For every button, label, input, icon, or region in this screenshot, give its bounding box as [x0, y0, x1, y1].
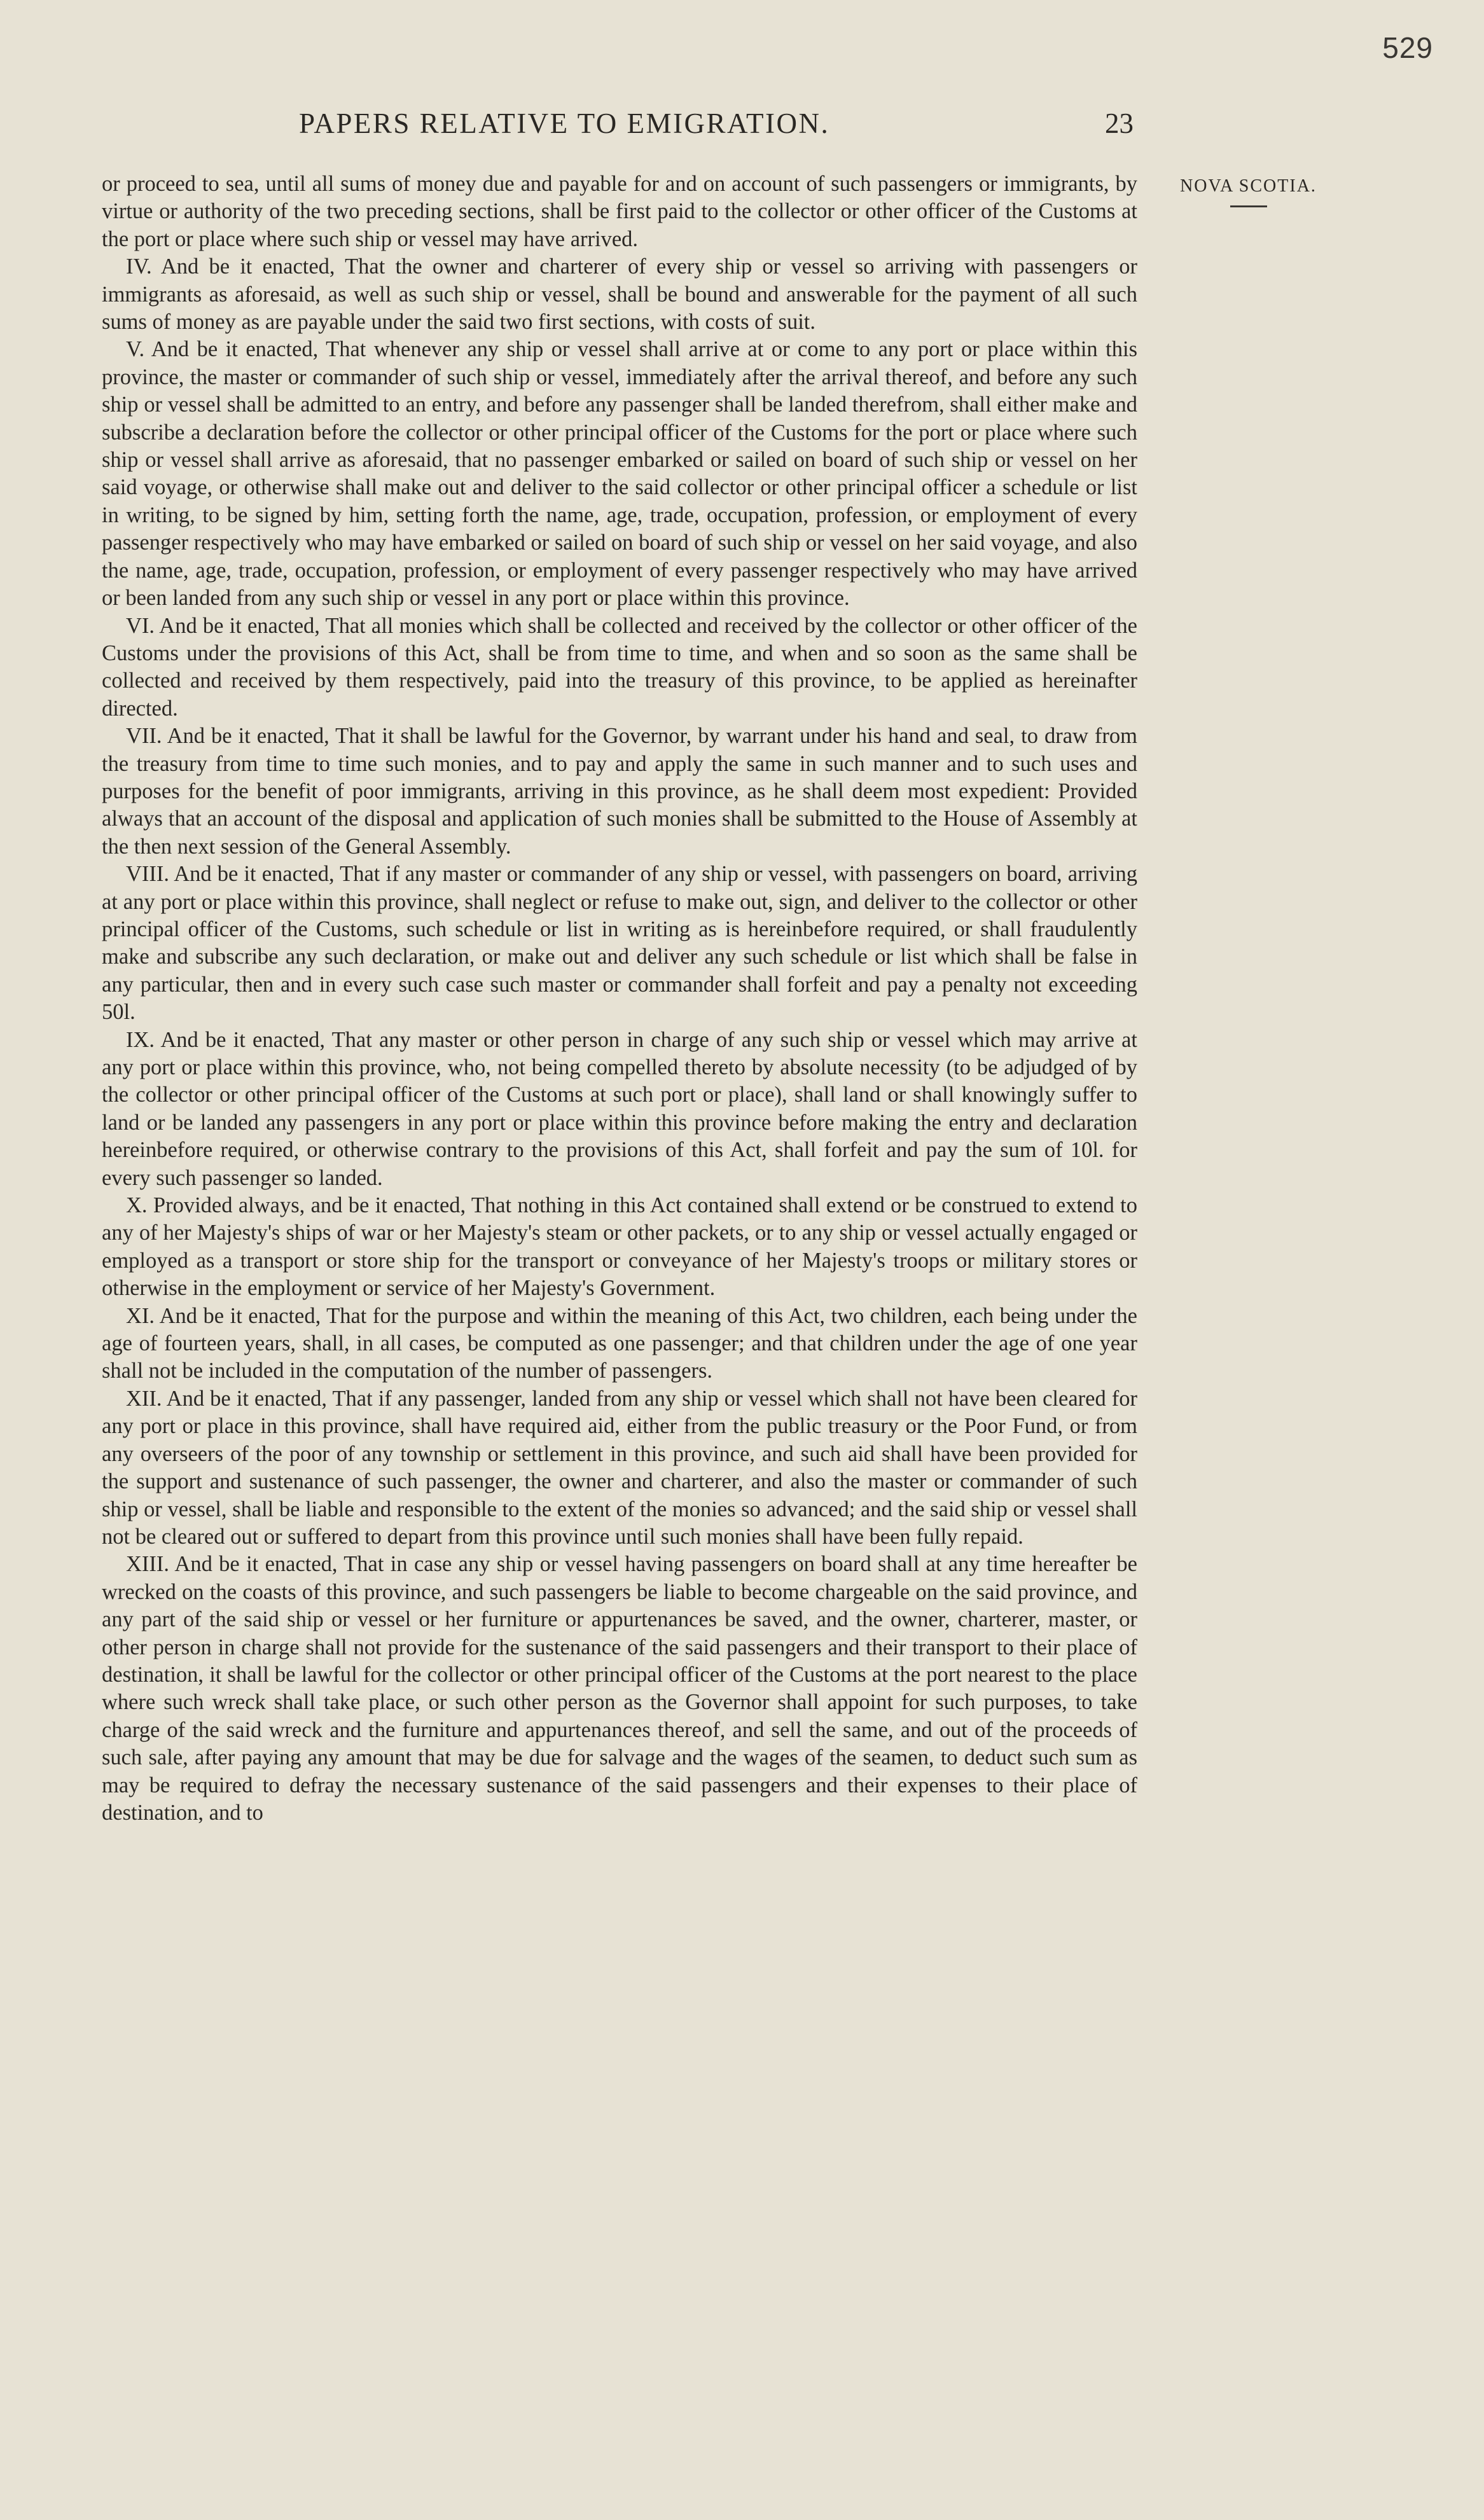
section-xi: XI. And be it enacted, That for the purpose and within the meaning of this Act, two children, each being under the age of fourteen years, shall, in all cases, be computed as one passenger; and that children under the age of one year shall not be included in the computation of the number of passengers.	[102, 1303, 1137, 1383]
archive-page-number: 529	[1382, 31, 1433, 64]
section-x: X. Provided always, and be it enacted, That nothing in this Act contained shall extend or be construed to extend to any of her Majesty's ships of war or her Majesty's steam or other packets, or to any ship or vessel actually engaged or employed as a transport or store ship for the transport or conveyance of her Majesty's troops or military stores or otherwise in the employment or service of her Majesty's Government.	[102, 1193, 1137, 1301]
paragraph-continuation: or proceed to sea, until all sums of money due and payable for and on account of such passengers or immigrants, by virtue or authority of the two preceding sections, shall be first paid to the collector or other officer of the Customs at the port or place where such ship or vessel may have arrived.	[102, 172, 1137, 251]
section-ix: IX. And be it enacted, That any master or other person in charge of any such ship or vessel which may arrive at any port or place within this province, who, not being compelled thereto by absolute necessity (to be adjudged of by the collector or other principal officer of the Customs at such port or place), shall land or shall knowingly suffer to land or be landed any passengers in any port or place within this province before making the entry and declaration hereinbefore required, or otherwise contrary to the provisions of this Act, shall forfeit and pay the sum of 10l. for every such passenger so landed.	[102, 1027, 1137, 1190]
margin-note-rule	[1230, 205, 1267, 207]
margin-note	[1158, 176, 1339, 207]
section-viii: VIII. And be it enacted, That if any master or commander of any ship or vessel, with passengers on board, arriving at any port or place within this province, shall neglect or refuse to make out, sign, and deliver to the collector or other principal officer of the Customs, such schedule or list in writing as is hereinbefore required, or shall fraudulently make and subscribe any such declaration, or make out and deliver any such schedule or list which shall be false in any particular, then and in every such case such master or commander shall forfeit and pay a penalty not exceeding 50l.	[102, 862, 1137, 1025]
section-vi: VI. And be it enacted, That all monies which shall be collected and received by the collector or other officer of the Customs under the provisions of this Act, shall be from time to time, and when and so soon as the same shall be collected and received by them respectively, paid into the treasury of this province, to be applied as hereinafter directed.	[102, 613, 1137, 721]
section-vii: VII. And be it enacted, That it shall be lawful for the Governor, by warrant under his hand and seal, to draw from the treasury from time to time such monies, and to pay and apply the same in such manner and to such uses and purposes for the benefit of poor immigrants, arriving in this province, as he shall deem most expedient: Provided always that an account of the disposal and application of such monies shall be submitted to the House of Assembly at the then next session of the General Assembly.	[102, 724, 1137, 859]
document-body	[102, 170, 1137, 1827]
section-xiii: XIII. And be it enacted, That in case any ship or vessel having passengers on board shall at any time hereafter be wrecked on the coasts of this province, and such passengers be liable to become chargeable on the said province, and any part of the said ship or vessel or her furniture or appurtenances be saved, and the owner, charterer, master, or other person in charge shall not provide for the sustenance of the said passengers and their transport to their place of destination, it shall be lawful for the collector or other principal officer of the Customs at the port nearest to the place where such wreck shall take place, or such other person as the Governor shall appoint for such purposes, to take charge of the said wreck and the furniture and appurtenances thereof, and sell the same, and out of the proceeds of such sale, after paying any amount that may be due for salvage and the wages of the seamen, to deduct such sum as may be required to defray the necessary sustenance of the said passengers and their expenses to their place of destination, and to	[102, 1552, 1137, 1825]
section-xii: XII. And be it enacted, That if any passenger, landed from any ship or vessel which shall not have been cleared for any port or place in this province, shall have required aid, either from the public treasury or the Poor Fund, or from any overseers of the poor of any township or settlement in this province, and such aid shall have been provided for the support and sustenance of such passenger, the owner and charterer, and also the master or commander of such ship or vessel, shall be liable and responsible to the extent of the monies so advanced; and the said ship or vessel shall not be cleared out or suffered to depart from this province until such monies shall have been fully repaid.	[102, 1386, 1137, 1549]
running-header	[102, 107, 1139, 151]
section-iv: IV. And be it enacted, That the owner and charterer of every ship or vessel so arriving with passengers or immigrants as aforesaid, as well as such ship or vessel, shall be bound and answerable for the payment of all such sums of money as are payable under the said two first sections, with costs of suit.	[102, 254, 1137, 335]
section-v: V. And be it enacted, That whenever any ship or vessel shall arrive at or come to any port or place within this province, the master or commander of such ship or vessel, immediately after the arrival thereof, and before any such ship or vessel shall be admitted to an entry, and before any passenger shall be landed therefrom, shall either make and subscribe a declaration before the collector or other principal officer of the Customs for the port or place where such ship or vessel shall arrive as aforesaid, that no passenger embarked or sailed on board of such ship or vessel on her said voyage, or otherwise shall make out and deliver to the said collector or other principal officer a schedule or list in writing, to be signed by him, setting forth the name, age, trade, occupation, profession, or employment of every passenger respectively who may have embarked or sailed on board of such ship or vessel on her said voyage, and also the name, age, trade, occupation, profession, or employment of every passenger respectively who may have arrived or been landed from any such ship or vessel in any port or place within this province.	[102, 337, 1137, 611]
running-header-title: PAPERS RELATIVE TO EMIGRATION.	[299, 107, 830, 139]
margin-note-text: NOVA SCOTIA.	[1180, 176, 1317, 196]
running-header-page-number: 23	[1105, 107, 1134, 139]
